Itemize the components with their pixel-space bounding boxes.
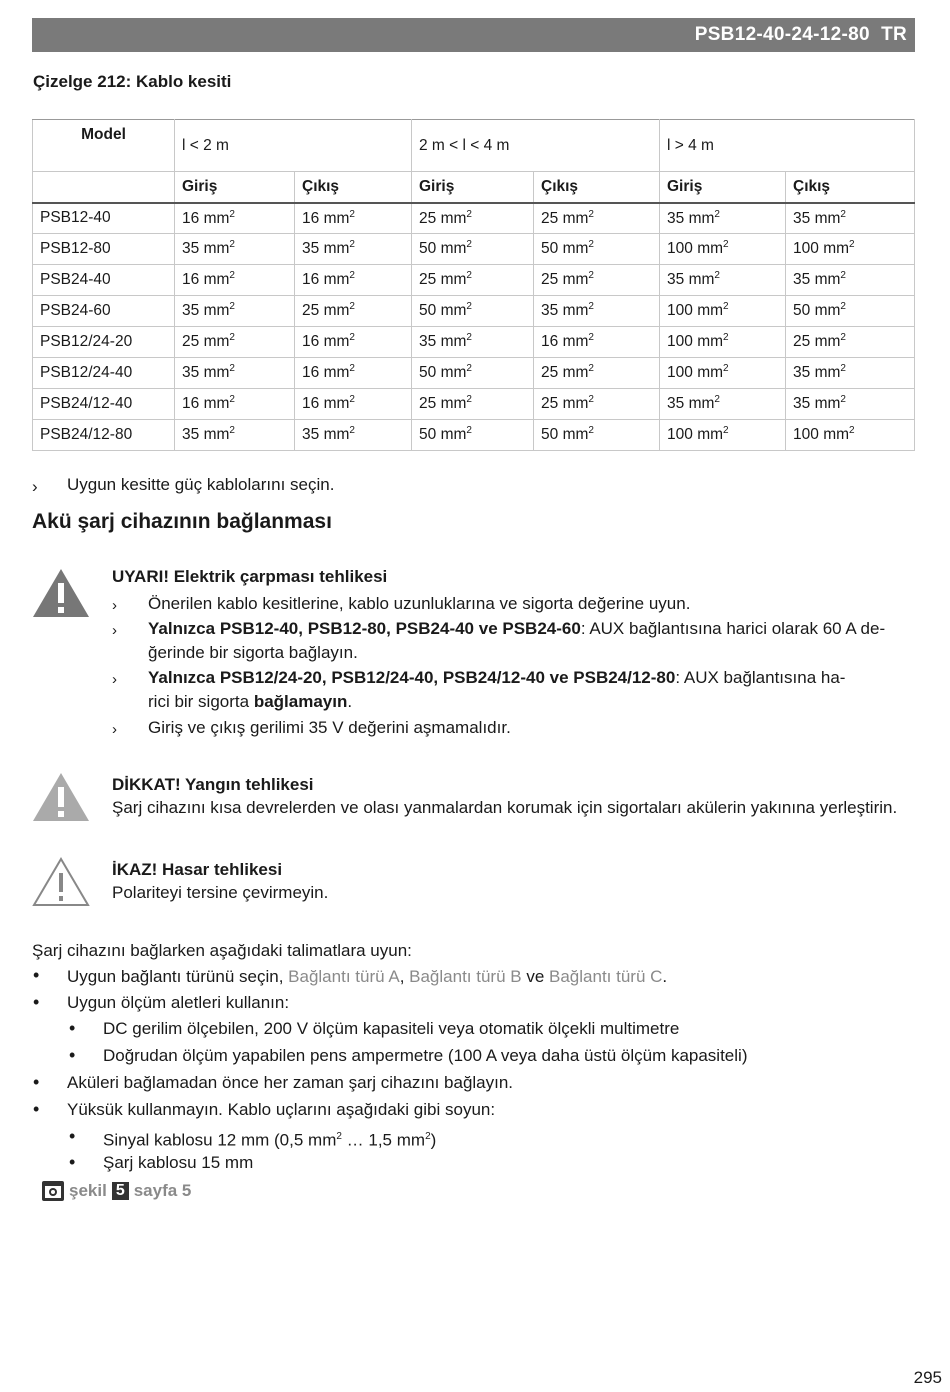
figure-reference[interactable] bbox=[42, 1181, 191, 1201]
table-row bbox=[33, 358, 915, 389]
table-row bbox=[33, 265, 915, 296]
cross-section-cell: 50 $mm^2$ bbox=[786, 296, 915, 327]
cross-section-cell: 50 $mm^2$ bbox=[412, 234, 534, 265]
cross-section-cell: 50 $mm^2$ bbox=[412, 296, 534, 327]
cross-section-cell: 50 $mm^2$ bbox=[534, 234, 660, 265]
model-cell: PSB24/12-80 bbox=[33, 420, 175, 451]
bullet-dot: • bbox=[33, 1099, 40, 1119]
arrow-bullet: › bbox=[112, 622, 117, 639]
cross-section-cell: 35 $mm^2$ bbox=[175, 420, 295, 451]
warning-triangle-icon bbox=[31, 771, 91, 823]
notice-text: Polariteyi tersine çevirmeyin. bbox=[112, 883, 329, 902]
table-note: Uygun kesitte güç kablolarını seçin. bbox=[67, 475, 335, 494]
cross-section-cell: 50 $mm^2$ bbox=[412, 358, 534, 389]
header-bar bbox=[32, 18, 915, 52]
bullet-dot: • bbox=[33, 1072, 40, 1092]
table-row bbox=[33, 234, 915, 265]
cross-section-cell: 35 $mm^2$ bbox=[660, 203, 786, 234]
bullet-dot: • bbox=[69, 1126, 76, 1146]
cross-section-cell: 35 $mm^2$ bbox=[175, 296, 295, 327]
cross-section-cell: 35 $mm^2$ bbox=[786, 265, 915, 296]
table-row bbox=[33, 389, 915, 420]
instructions-intro: Şarj cihazını bağlarken aşağıdaki talimatlara uyun: bbox=[32, 941, 412, 960]
sub-header: Giriş bbox=[660, 172, 786, 203]
cross-section-cell: 100 $mm^2$ bbox=[786, 234, 915, 265]
model-cell: PSB12-80 bbox=[33, 234, 175, 265]
model-cell: PSB12-40 bbox=[33, 203, 175, 234]
cross-section-cell: 16 $mm^2$ bbox=[295, 358, 412, 389]
cross-section-cell: 35 $mm^2$ bbox=[412, 327, 534, 358]
cross-section-cell: 25 $mm^2$ bbox=[295, 296, 412, 327]
table-body bbox=[33, 203, 915, 451]
warning-item: Yalnızca PSB12/24-20, PSB12/24-40, PSB24/12-40 ve PSB24/12-80: AUX bağlantısına ha- rici bir sigorta bağlamayın. bbox=[148, 668, 846, 711]
instruction-item: Uygun bağlantı türünü seçin, Bağlantı türü A, Bağlantı türü B ve Bağlantı türü C. bbox=[67, 967, 668, 986]
arrow-bullet: › bbox=[32, 477, 38, 496]
empty-header-cell bbox=[33, 172, 175, 203]
cross-section-cell: 16 $mm^2$ bbox=[175, 203, 295, 234]
cross-section-cell: 25 $mm^2$ bbox=[534, 203, 660, 234]
bullet-dot: • bbox=[33, 992, 40, 1012]
cross-section-cell: 35 $mm^2$ bbox=[786, 203, 915, 234]
model-header: Model bbox=[33, 120, 175, 172]
instruction-subitem: Doğrudan ölçüm yapabilen pens ampermetre (100 A veya daha üstü ölçüm kapasiteli) bbox=[103, 1046, 748, 1065]
caution-text: Şarj cihazını kısa devrelerden ve olası yanmalardan korumak için sigortaları akülerin yakınına yerleştirin. bbox=[112, 798, 898, 817]
model-cell: PSB24-60 bbox=[33, 296, 175, 327]
instruction-subitem: Şarj kablosu 15 mm bbox=[103, 1153, 254, 1172]
sub-header: Çıkış bbox=[295, 172, 412, 203]
bullet-dot: • bbox=[33, 965, 40, 985]
cross-section-cell: 35 $mm^2$ bbox=[295, 234, 412, 265]
model-cell: PSB12/24-40 bbox=[33, 358, 175, 389]
warning-title: UYARI! Elektrik çarpması tehlikesi bbox=[112, 567, 388, 586]
sub-header: Giriş bbox=[175, 172, 295, 203]
bullet-dot: • bbox=[69, 1045, 76, 1065]
cross-section-cell: 25 $mm^2$ bbox=[412, 203, 534, 234]
figure-page: sayfa 5 bbox=[133, 1181, 192, 1200]
link-connection-type-a[interactable]: Bağlantı türü A bbox=[288, 967, 400, 986]
group-header: l > 4 m bbox=[660, 120, 915, 172]
cross-section-cell: 25 $mm^2$ bbox=[534, 358, 660, 389]
warning-triangle-icon bbox=[31, 856, 91, 908]
cross-section-cell: 16 $mm^2$ bbox=[295, 265, 412, 296]
cross-section-cell: 100 $mm^2$ bbox=[660, 296, 786, 327]
warning-triangle-icon bbox=[31, 567, 91, 619]
cross-section-cell: 100 $mm^2$ bbox=[660, 234, 786, 265]
cross-section-cell: 35 $mm^2$ bbox=[295, 420, 412, 451]
cross-section-cell: 35 $mm^2$ bbox=[786, 389, 915, 420]
instruction-item: Yüksük kullanmayın. Kablo uçlarını aşağıdaki gibi soyun: bbox=[67, 1100, 496, 1119]
arrow-bullet: › bbox=[112, 671, 117, 688]
link-connection-type-c[interactable]: Bağlantı türü C bbox=[549, 967, 663, 986]
cross-section-cell: 35 $mm^2$ bbox=[175, 358, 295, 389]
table-row bbox=[33, 296, 915, 327]
sub-header: Giriş bbox=[412, 172, 534, 203]
cross-section-cell: 16 $mm^2$ bbox=[295, 203, 412, 234]
table-row bbox=[33, 327, 915, 358]
table-caption: Çizelge 212: Kablo kesiti bbox=[33, 72, 232, 91]
cross-section-cell: 100 $mm^2$ bbox=[660, 358, 786, 389]
model-cell: PSB24/12-40 bbox=[33, 389, 175, 420]
camera-icon bbox=[42, 1181, 64, 1201]
cross-section-cell: 25 $mm^2$ bbox=[786, 327, 915, 358]
cross-section-cell: 16 $mm^2$ bbox=[175, 389, 295, 420]
cross-section-cell: 16 $mm^2$ bbox=[534, 327, 660, 358]
instruction-subitem: Sinyal kablosu 12 mm (0,5 $mm^2$ … 1,5 $mm^2$) bbox=[103, 1130, 437, 1150]
cross-section-cell: 25 $mm^2$ bbox=[412, 389, 534, 420]
cross-section-cell: 35 $mm^2$ bbox=[534, 296, 660, 327]
instruction-item: Uygun ölçüm aletleri kullanın: bbox=[67, 993, 290, 1012]
cross-section-cell: 100 $mm^2$ bbox=[786, 420, 915, 451]
figure-word: şekil bbox=[69, 1181, 107, 1200]
figure-number: 5 bbox=[112, 1182, 129, 1200]
cross-section-cell: 50 $mm^2$ bbox=[412, 420, 534, 451]
cross-section-cell: 16 $mm^2$ bbox=[295, 327, 412, 358]
cross-section-cell: 100 $mm^2$ bbox=[660, 420, 786, 451]
group-header: 2 m < l < 4 m bbox=[412, 120, 660, 172]
arrow-bullet: › bbox=[112, 597, 117, 614]
table-row bbox=[33, 420, 915, 451]
cross-section-cell: 35 $mm^2$ bbox=[660, 389, 786, 420]
warning-item: Önerilen kablo kesitlerine, kablo uzunluklarına ve sigorta değerine uyun. bbox=[148, 594, 691, 613]
warning-item: Giriş ve çıkış gerilimi 35 V değerini aşmamalıdır. bbox=[148, 718, 511, 737]
cable-section-table bbox=[32, 119, 915, 451]
cross-section-cell: 35 $mm^2$ bbox=[175, 234, 295, 265]
cross-section-cell: 50 $mm^2$ bbox=[534, 420, 660, 451]
sub-header: Çıkış bbox=[786, 172, 915, 203]
cross-section-cell: 25 $mm^2$ bbox=[534, 389, 660, 420]
instruction-item: Aküleri bağlamadan önce her zaman şarj cihazını bağlayın. bbox=[67, 1073, 514, 1092]
cross-section-cell: 25 $mm^2$ bbox=[534, 265, 660, 296]
bullet-dot: • bbox=[69, 1018, 76, 1038]
notice-title: İKAZ! Hasar tehlikesi bbox=[112, 860, 283, 879]
table-row bbox=[33, 203, 915, 234]
link-connection-type-b[interactable]: Bağlantı türü B bbox=[409, 967, 522, 986]
cross-section-cell: 16 $mm^2$ bbox=[175, 265, 295, 296]
model-cell: PSB24-40 bbox=[33, 265, 175, 296]
arrow-bullet: › bbox=[112, 721, 117, 738]
model-cell: PSB12/24-20 bbox=[33, 327, 175, 358]
language-code: TR bbox=[881, 24, 907, 45]
cross-section-cell: 100 $mm^2$ bbox=[660, 327, 786, 358]
sub-header: Çıkış bbox=[534, 172, 660, 203]
cross-section-cell: 35 $mm^2$ bbox=[660, 265, 786, 296]
warning-item: Yalnızca PSB12-40, PSB12-80, PSB24-40 ve PSB24-60: AUX bağlantısına harici olarak 60 A de- ğerinde bir sigorta bağlayın. bbox=[148, 619, 886, 662]
page-number: 295 bbox=[913, 1368, 942, 1387]
cross-section-cell: 16 $mm^2$ bbox=[295, 389, 412, 420]
header-title: PSB12-40-24-12-80 TR bbox=[694, 24, 907, 45]
caution-title: DİKKAT! Yangın tehlikesi bbox=[112, 775, 314, 794]
section-heading: Akü şarj cihazının bağlanması bbox=[32, 510, 332, 533]
bullet-dot: • bbox=[69, 1152, 76, 1172]
cross-section-cell: 25 $mm^2$ bbox=[175, 327, 295, 358]
cross-section-cell: 35 $mm^2$ bbox=[786, 358, 915, 389]
cross-section-cell: 25 $mm^2$ bbox=[412, 265, 534, 296]
instruction-subitem: DC gerilim ölçebilen, 200 V ölçüm kapasiteli veya otomatik ölçekli multimetre bbox=[103, 1019, 680, 1038]
group-header: l < 2 m bbox=[175, 120, 412, 172]
